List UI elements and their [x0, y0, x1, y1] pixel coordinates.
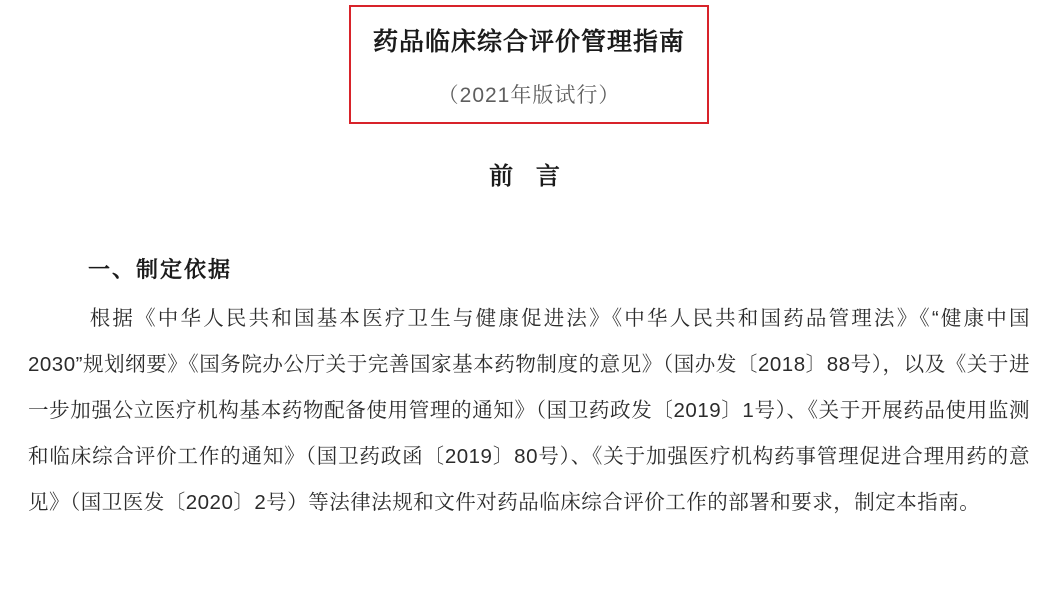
- title-box: [349, 5, 709, 124]
- section-heading-basis: 一、制定依据: [88, 257, 233, 282]
- preface-heading: 前 言: [489, 163, 568, 190]
- document-title: 药品临床综合评价管理指南: [372, 28, 685, 56]
- paragraph-text: 根据《中华人民共和国基本医疗卫生与健康促进法》《中华人民共和国药品管理法》《“健康中国2030”规划纲要》《国务院办公厅关于完善国家基本药物制度的意见》（国办发〔2018〕88号），以及《关于进一步加强公立医疗机构基本药物配备使用管理的通知》（国卫药政发〔2019〕1号）、《关于开展药品使用监测和临床综合评价工作的通知》（国卫药政函〔2019〕80号）、《关于加强医疗机构药事管理促进合理用药的意见》（国卫医发〔2020〕2号）等法律法规和文件对药品临床综合评价工作的部署和要求，制定本指南。: [28, 307, 1030, 514]
- document-subtitle: （2021年版试行）: [437, 84, 621, 107]
- body-paragraph: [28, 296, 1030, 526]
